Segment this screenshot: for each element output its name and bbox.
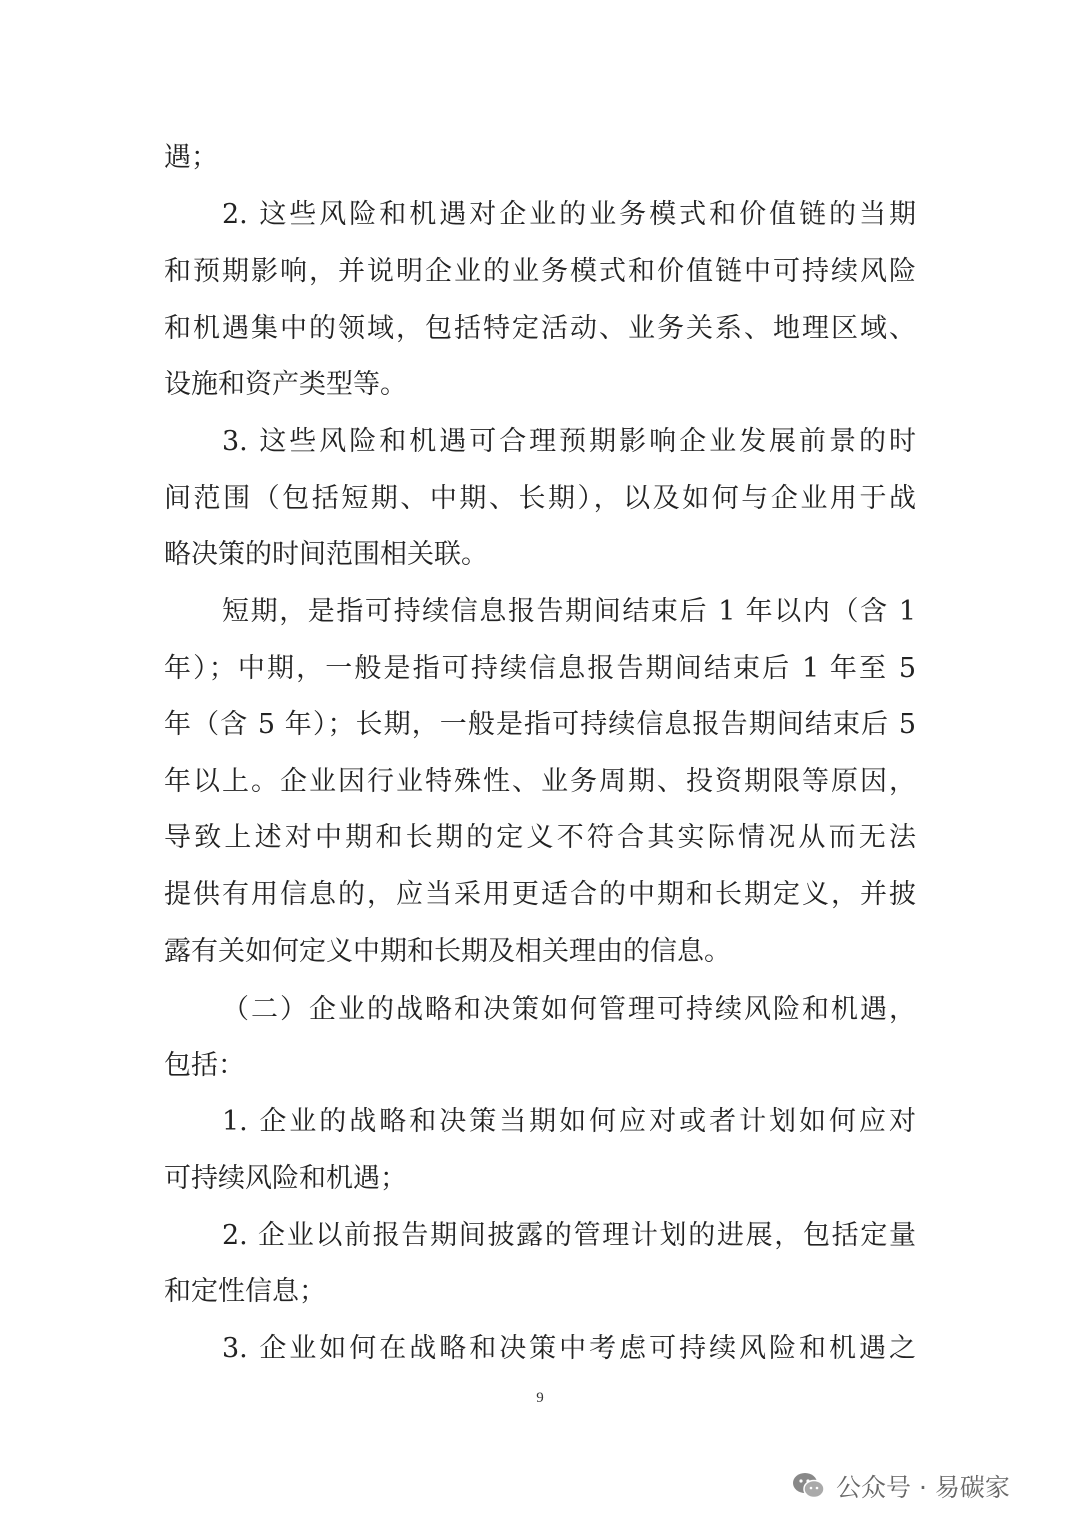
text-line: 年）；中期，一般是指可持续信息报告期间结束后 1 年至 5	[164, 653, 916, 684]
text-line: 可持续风险和机遇；	[164, 1163, 407, 1194]
watermark	[792, 1466, 1010, 1506]
text-line: 间范围（包括短期、中期、长期），以及如何与企业用于战	[164, 483, 916, 514]
text-line: 1. 企业的战略和决策当期如何应对或者计划如何应对	[222, 1106, 916, 1137]
text-line: 年（含 5 年）；长期，一般是指可持续信息报告期间结束后 5	[164, 709, 916, 740]
text-line: 遇；	[164, 142, 218, 173]
text-line: 提供有用信息的，应当采用更适合的中期和长期定义，并披	[164, 879, 916, 910]
text-line: 和预期影响，并说明企业的业务模式和价值链中可持续风险	[164, 256, 916, 287]
text-line: 2. 企业以前报告期间披露的管理计划的进展，包括定量	[222, 1220, 916, 1251]
text-line: 包括：	[164, 1050, 245, 1081]
text-line: 和定性信息；	[164, 1276, 326, 1307]
text-line: 和机遇集中的领域，包括特定活动、业务关系、地理区域、	[164, 313, 916, 344]
text-line: 略决策的时间范围相关联。	[164, 539, 488, 570]
page-number: 9	[536, 1390, 544, 1406]
watermark-text: 公众号 · 易碳家	[836, 1473, 1010, 1502]
text-line: 导致上述对中期和长期的定义不符合其实际情况从而无法	[164, 822, 916, 853]
text-line: 年以上。企业因行业特殊性、业务周期、投资期限等原因，	[164, 766, 916, 797]
wechat-icon	[792, 1471, 826, 1501]
text-line: （二）企业的战略和决策如何管理可持续风险和机遇，	[222, 994, 916, 1025]
text-line: 3. 这些风险和机遇可合理预期影响企业发展前景的时	[222, 426, 916, 457]
text-line: 设施和资产类型等。	[164, 369, 407, 400]
text-line: 露有关如何定义中期和长期及相关理由的信息。	[164, 936, 731, 967]
text-line: 2. 这些风险和机遇对企业的业务模式和价值链的当期	[222, 199, 916, 230]
text-line: 3. 企业如何在战略和决策中考虑可持续风险和机遇之	[222, 1333, 916, 1364]
text-line: 短期，是指可持续信息报告期间结束后 1 年以内（含 1	[222, 596, 916, 627]
